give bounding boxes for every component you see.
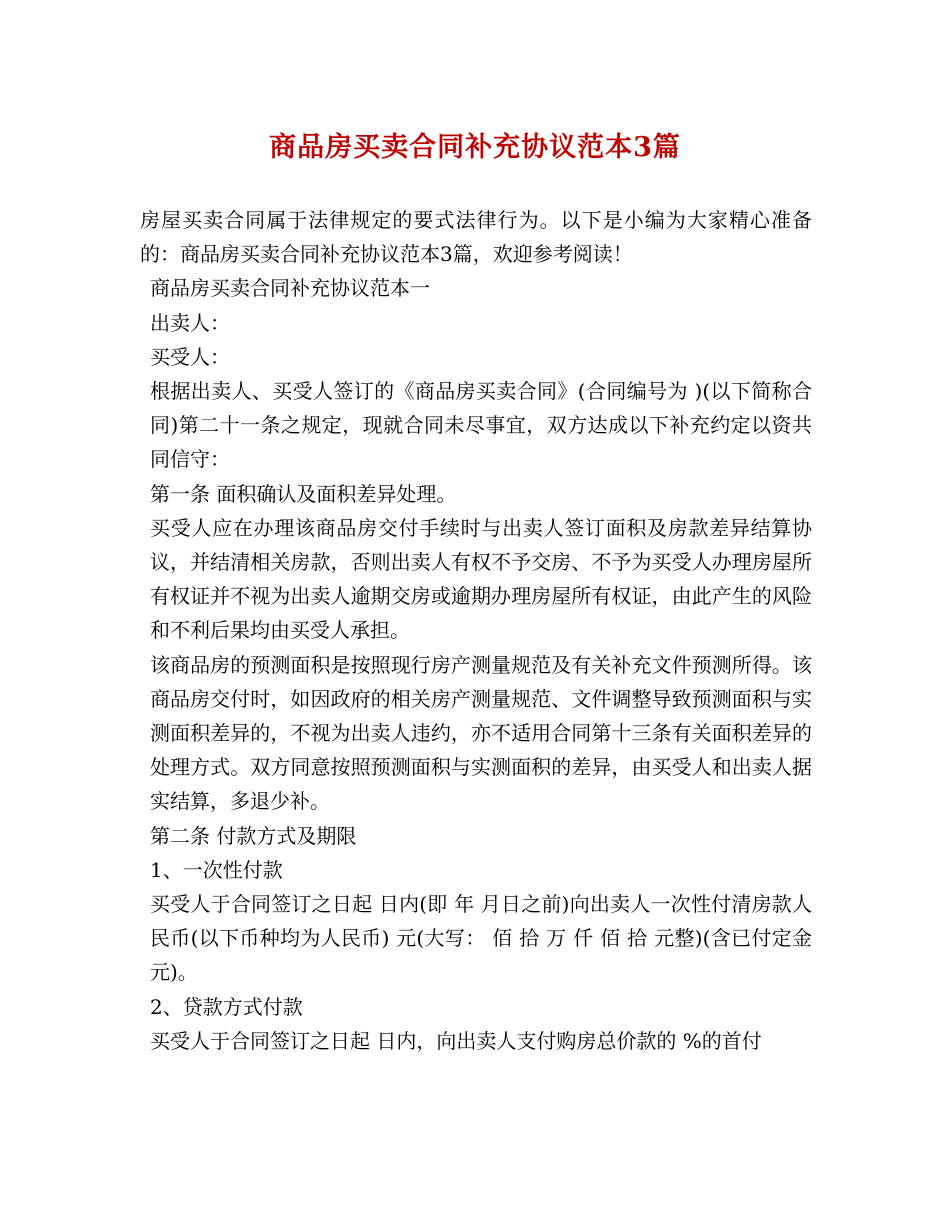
paragraph-lump-sum-heading: 1、一次性付款 <box>150 857 283 882</box>
paragraph-article-1-clause-1: 买受人应在办理该商品房交付手续时与出卖人签订面积及房款差异结算协议，并结清相关房款，否则出卖人有权不予交房、不予为买受人办理房屋所有权证并不视为出卖人逾期交房或逾期办理房屋所有权证，由此产生的风险和不利后果均由买受人承担。 <box>150 515 812 643</box>
document-title: 商品房买卖合同补充协议范本3篇 <box>269 132 681 163</box>
paragraph-article-1-heading: 第一条 面积确认及面积差异处理。 <box>150 481 457 506</box>
paragraph-article-2-heading: 第二条 付款方式及期限 <box>150 823 357 848</box>
paragraph-section-heading: 商品房买卖合同补充协议范本一 <box>150 276 430 301</box>
paragraph-article-1-clause-2: 该商品房的预测面积是按照现行房产测量规范及有关补充文件预测所得。该商品房交付时，如因政府的相关房产测量规范、文件调整导致预测面积与实测面积差异的，不视为出卖人违约，亦不适用合同第十三条有关面积差异的处理方式。双方同意按照预测面积与实测面积的差异，由买受人和出卖人据实结算，多退少补。 <box>150 652 812 814</box>
paragraph-loan-heading: 2、贷款方式付款 <box>150 994 303 1019</box>
paragraph-seller: 出卖人： <box>150 310 230 335</box>
paragraph-lump-sum-clause: 买受人于合同签订之日起 日内(即 年 月日之前)向出卖人一次性付清房款人民币(以下币种均为人民币) 元(大写： 佰 拾 万 仟 佰 拾 元整)(含已付定金 元)。 <box>150 892 812 985</box>
paragraph-loan-clause: 买受人于合同签订之日起 日内，向出卖人支付购房总价款的 %的首付 <box>150 1028 762 1053</box>
document-body <box>140 203 812 1058</box>
paragraph-preamble: 根据出卖人、买受人签订的《商品房买卖合同》(合同编号为 )(以下简称合同)第二十一条之规定，现就合同未尽事宜，双方达成以下补充约定以资共同信守： <box>150 379 812 472</box>
paragraph-buyer: 买受人： <box>150 344 230 369</box>
paragraph-intro: 房屋买卖合同属于法律规定的要式法律行为。以下是小编为大家精心准备的：商品房买卖合同补充协议范本3篇，欢迎参考阅读！ <box>140 208 812 267</box>
